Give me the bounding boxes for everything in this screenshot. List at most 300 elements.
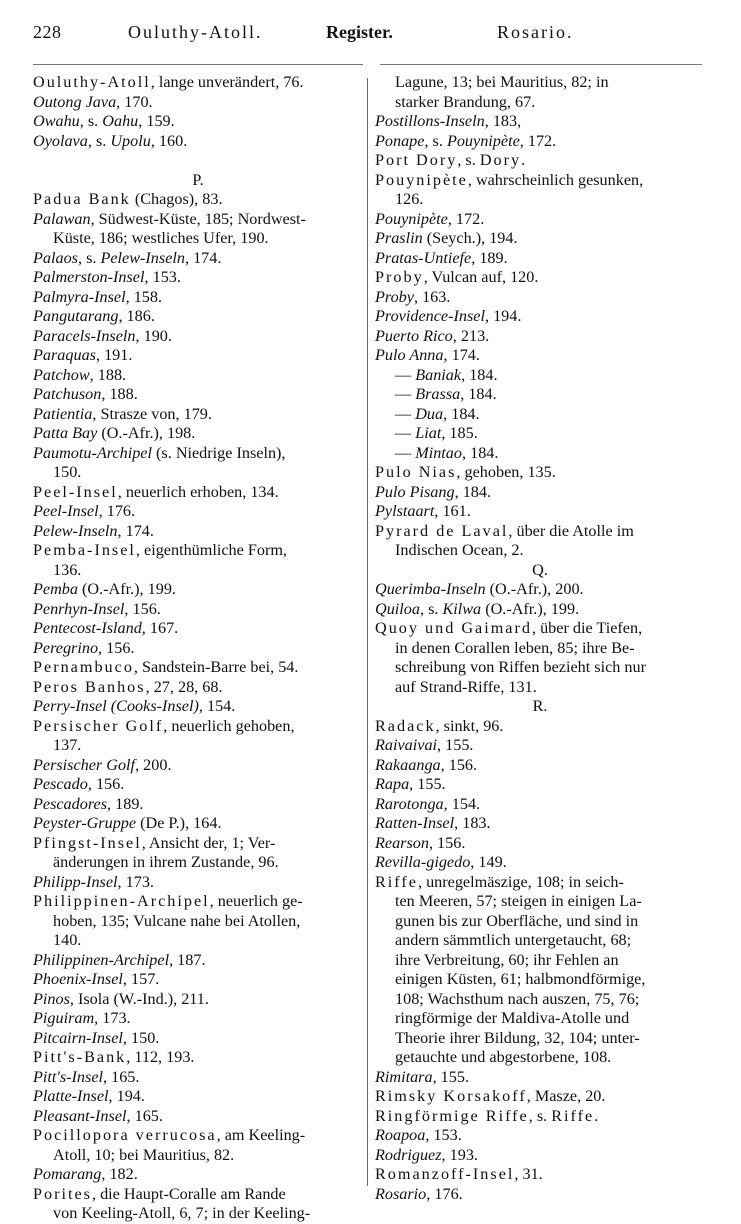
index-continuation (375, 931, 705, 951)
index-text: , s. (77, 248, 101, 267)
index-term: Pitt's-Insel (33, 1067, 103, 1086)
index-entry (375, 249, 705, 269)
index-text: , wahrscheinlich gesunken, (467, 170, 644, 189)
header-rule-left (33, 64, 363, 65)
index-text: , 188. (89, 365, 127, 384)
index-text: , 156. (124, 599, 161, 618)
index-entry (33, 288, 363, 308)
index-continuation (375, 658, 705, 678)
index-continuation (375, 93, 705, 113)
index-entry (33, 1009, 363, 1029)
index-entry (33, 483, 363, 503)
index-term: Patta Bay (33, 424, 98, 442)
index-entry (33, 405, 363, 425)
index-term: Pulo Anna (375, 346, 444, 364)
index-term: Pylstaart (375, 502, 435, 520)
index-text: , 172. (447, 209, 485, 228)
index-text: (O.-Afr.), 198. (97, 424, 196, 442)
index-term: Pomarang (33, 1165, 102, 1183)
index-text: , lange unverändert, 76. (150, 73, 304, 91)
index-entry (33, 1087, 363, 1107)
index-continuation (375, 678, 705, 698)
index-term: Pernambuco (33, 658, 134, 676)
index-continuation (375, 990, 705, 1010)
index-continuation (33, 1204, 363, 1224)
index-entry (33, 190, 363, 210)
index-term: Rarotonga (375, 794, 444, 813)
index-text: , 27, 28, 68. (145, 677, 223, 696)
index-text: , unregelmäszige, 108; in seich- (417, 872, 624, 891)
index-term: Palaos (33, 248, 78, 267)
index-entry (33, 795, 363, 815)
index-entry (33, 658, 363, 678)
index-entry (375, 522, 705, 542)
index-text: , s. (79, 112, 103, 130)
index-text: , 194. (484, 307, 522, 325)
index-text: , eigenthümliche Form, (135, 541, 287, 559)
index-text: , 155. (432, 1067, 469, 1086)
index-text: , 176. (426, 1184, 463, 1203)
index-text: (Chagos), 83. (130, 190, 223, 208)
index-term: Mintao (415, 443, 462, 462)
index-text: , Südwest-Küste, 185; Nordwest- (90, 209, 306, 228)
index-continuation (375, 1048, 705, 1068)
index-entry (375, 1146, 705, 1166)
index-column-right (375, 73, 705, 1204)
index-term: Postillons-Inseln (375, 112, 485, 130)
index-term: Pratas-Untiefe (375, 248, 472, 267)
index-entry (375, 502, 705, 522)
index-entry (33, 1048, 363, 1068)
section-letter: Q. (532, 560, 548, 579)
index-term: Rakaanga (375, 755, 441, 774)
index-text: hoben, 135; Vulcane nahe bei Atollen, (53, 911, 301, 930)
index-entry (33, 1068, 363, 1088)
index-entry: — Liat, 185. (395, 424, 478, 442)
index-term: Ringförmige Riffe (375, 1106, 529, 1125)
index-entry (33, 1107, 363, 1127)
index-text: schreibung von Riffen bezieht sich nur (395, 658, 646, 676)
index-entry (33, 619, 363, 639)
index-term: Providence-Insel (375, 307, 485, 325)
index-text: 108; Wachsthum nach auszen, 75, 76; (395, 989, 640, 1008)
index-text: , 156. (98, 638, 135, 657)
index-entry (375, 775, 705, 795)
index-entry (33, 1029, 363, 1049)
index-continuation (33, 229, 363, 249)
index-text: , 184. (454, 482, 492, 501)
index-entry (33, 970, 363, 990)
index-term: Pentecost-Island (33, 619, 142, 637)
index-text: änderungen in ihrem Zustande, 96. (53, 853, 279, 871)
index-term: Paracels-Inseln (33, 326, 136, 345)
index-entry (375, 853, 705, 873)
index-entry (33, 73, 363, 93)
index-entry (375, 795, 705, 815)
index-entry (33, 346, 363, 366)
index-text: , 173. (94, 1009, 131, 1027)
index-text: , 183. (454, 814, 491, 832)
index-text: auf Strand-Riffe, 131. (395, 677, 537, 696)
index-entry: — Baniak, 184. (395, 365, 498, 384)
index-term: Pescadores (33, 794, 108, 813)
index-term: Ponape (375, 131, 425, 150)
index-term: Rearson (375, 833, 429, 852)
index-term: Pleasant-Insel (33, 1106, 127, 1125)
index-term: Querimba-Inseln (375, 580, 486, 598)
index-text: , 173. (117, 872, 154, 891)
index-term: Perry-Insel (Cooks-Insel) (33, 697, 199, 715)
index-term: Palawan (33, 209, 91, 228)
index-text: , neuerlich gehoben, (163, 716, 295, 735)
index-term: Pouynipète (375, 209, 448, 228)
index-term: Rapa (375, 775, 410, 793)
index-continuation (375, 1009, 705, 1029)
index-text: (s. Niedrige Inseln), (151, 443, 286, 462)
index-term: Pocillopora verrucosa (33, 1126, 217, 1144)
index-text: , 172. (519, 131, 557, 150)
index-entry (375, 1107, 705, 1127)
index-text: , Vulcan auf, 120. (423, 268, 539, 286)
index-text: , 149. (470, 853, 507, 871)
index-text: andern sämmtlich untergetaucht, 68; (395, 931, 632, 949)
index-text: , 184. (443, 404, 480, 423)
index-term: Quoy und Gaimard (375, 619, 532, 637)
cross-reference: Oahu (102, 112, 139, 130)
index-term: Paumotu-Archipel (33, 443, 152, 462)
index-text: , 187. (169, 950, 206, 969)
index-text: , 157. (122, 970, 160, 988)
index-entry (33, 424, 363, 444)
index-entry (375, 1185, 705, 1205)
cross-reference: Riffe (551, 1106, 595, 1125)
index-entry (375, 1165, 705, 1185)
index-continuation (33, 931, 363, 951)
index-text: , 31. (514, 1165, 543, 1183)
index-term: Peel-Insel (33, 502, 99, 520)
index-text: , 213. (452, 326, 490, 345)
index-term: Pyrard de Laval (375, 521, 509, 540)
cross-reference: Kilwa (442, 599, 482, 618)
index-text: , 158. (125, 287, 163, 306)
index-text: 150. (53, 463, 82, 481)
column-divider (367, 78, 368, 1186)
index-entry (33, 1126, 363, 1146)
index-text: , die Haupt-Coralle am Rande (91, 1184, 286, 1203)
index-term: Peregrino (33, 638, 99, 657)
index-entry: — Mintao, 184. (395, 443, 499, 462)
index-term: Roapoa (375, 1126, 426, 1144)
index-text: , 184. (462, 443, 499, 462)
index-term: Philippinen-Archipel (33, 950, 170, 969)
index-entry (375, 834, 705, 854)
index-entry (375, 756, 705, 776)
index-continuation (375, 190, 705, 210)
index-term: Revilla-gigedo (375, 853, 471, 871)
index-text: , 154. (443, 794, 481, 813)
index-term: Patientia (33, 404, 93, 423)
index-text: , am Keeling- (216, 1126, 306, 1144)
index-text: . (594, 1106, 599, 1125)
index-text: , neuerlich ge- (209, 892, 303, 910)
index-entry (33, 502, 363, 522)
index-term: Ouluthy-Atoll (33, 73, 151, 91)
index-term: Pulo Nias (375, 463, 457, 481)
index-entry (33, 678, 363, 698)
cross-reference: Dory (479, 151, 522, 169)
index-text: , 155. (409, 775, 446, 793)
index-term: Pangutarang (33, 307, 119, 325)
index-term: Phoenix-Insel (33, 970, 123, 988)
index-text: , 190. (135, 326, 172, 345)
index-continuation (375, 639, 705, 659)
index-text: , Ansicht der, 1; Ver- (141, 833, 276, 852)
index-entry (375, 717, 705, 737)
index-text: , 165. (126, 1106, 163, 1125)
index-text: , 155. (437, 736, 474, 754)
index-continuation (375, 892, 705, 912)
index-entry (33, 112, 363, 132)
index-entry (33, 1165, 363, 1185)
cross-reference: Pelew-Inseln (100, 248, 185, 267)
index-text: , 182. (101, 1165, 138, 1183)
index-term: Liat (415, 424, 442, 442)
index-continuation (375, 970, 705, 990)
index-term: Proby (375, 268, 424, 286)
index-text: getauchte und abgestorbene, 108. (395, 1048, 612, 1066)
index-entry (375, 171, 705, 191)
index-continuation (33, 853, 363, 873)
index-continuation (33, 736, 363, 756)
cross-reference: Pouynipète (446, 131, 520, 150)
index-text: , 153. (144, 268, 181, 286)
index-text: ten Meeren, 57; steigen in einigen La- (395, 892, 642, 910)
index-text: (Seych.), 194. (422, 229, 518, 247)
index-term: Pouynipète (375, 170, 468, 189)
index-text: , Strasze von, 179. (92, 404, 212, 423)
index-entry (33, 444, 363, 464)
index-text: , Isola (W.-Ind.), 211. (69, 989, 209, 1008)
index-text: Indischen Ocean, 2. (395, 541, 524, 559)
index-term: Philippinen-Archipel (33, 892, 210, 910)
index-text: , über die Tiefen, (531, 619, 643, 637)
index-entry (33, 697, 363, 717)
index-text: , 153. (425, 1126, 462, 1144)
index-text: , 163. (413, 287, 451, 306)
index-entry (33, 814, 363, 834)
index-text: einigen Küsten, 61; halbmondförmige, (395, 970, 646, 988)
index-text: Theorie ihrer Bildung, 32, 104; unter- (395, 1028, 640, 1047)
index-term: Ratten-Insel (375, 814, 455, 832)
index-entry (375, 229, 705, 249)
index-entry (375, 327, 705, 347)
index-entry (33, 307, 363, 327)
index-text: 140. (53, 931, 82, 949)
index-text: , 170. (116, 92, 153, 111)
index-text: , 189. (107, 794, 144, 813)
index-term: Rimsky Korsakoff (375, 1087, 527, 1105)
running-head-left: Ouluthy-Atoll. (128, 22, 263, 42)
index-term: Dua (415, 404, 444, 423)
index-text: , 184. (460, 385, 497, 403)
index-term: Patchuson (33, 385, 102, 403)
index-entry (375, 600, 705, 620)
index-term: Romanzoff-Insel (375, 1165, 515, 1183)
index-continuation (375, 912, 705, 932)
index-term: Pfingst-Insel (33, 833, 142, 852)
index-term: Proby (375, 287, 414, 306)
index-term: Brassa (415, 385, 461, 403)
index-entry (33, 327, 363, 347)
index-term: Rosario (375, 1184, 427, 1203)
index-text: , 174. (443, 346, 480, 364)
index-term: Pemba (33, 580, 78, 598)
index-text: , 165. (103, 1067, 140, 1086)
index-entry (33, 892, 363, 912)
index-term: Rimitara (375, 1067, 433, 1086)
index-text: 137. (53, 736, 82, 754)
index-entry (375, 288, 705, 308)
index-text: , Sandstein-Barre bei, 54. (133, 658, 299, 676)
index-entry (33, 639, 363, 659)
index-term: Radack (375, 716, 436, 735)
index-text: , 186. (118, 307, 155, 325)
index-text: , s. (424, 131, 447, 150)
index-term: Persischer Golf (33, 716, 164, 735)
index-entry (33, 951, 363, 971)
index-text: , 156. (87, 775, 125, 793)
index-term: Praslin (375, 229, 423, 247)
index-text: , 194. (108, 1087, 145, 1105)
index-entry (375, 268, 705, 288)
index-term: Peel-Insel (33, 482, 118, 501)
index-continuation (33, 1146, 363, 1166)
index-text: , s. (87, 131, 111, 150)
index-text: , 191. (95, 346, 133, 364)
index-text: , 184. (461, 365, 498, 384)
index-text: 126. (395, 190, 424, 208)
section-letter: R. (532, 697, 548, 715)
index-text: , sinkt, 96. (435, 716, 504, 735)
index-continuation (33, 912, 363, 932)
index-term: Philipp-Insel (33, 872, 118, 891)
index-term: Platte-Insel (33, 1087, 109, 1105)
index-entry (33, 717, 363, 737)
index-text: (O.-Afr.), 200. (485, 580, 584, 598)
index-entry (375, 132, 705, 152)
index-term: Porites (33, 1184, 92, 1203)
index-term: Paraquas (33, 346, 96, 364)
index-text: starker Brandung, 67. (395, 92, 536, 111)
index-continuation (33, 463, 363, 483)
index-text: , über die Atolle im (508, 521, 634, 540)
index-text: (O.-Afr.), 199. (481, 599, 580, 618)
index-text: , gehoben, 135. (456, 463, 556, 481)
index-text: , 156. (440, 755, 478, 774)
index-text: , 183, (484, 112, 522, 130)
index-term: Riffe (375, 872, 418, 891)
index-text: , neuerlich erhoben, 134. (117, 482, 279, 501)
index-entry (33, 873, 363, 893)
index-text: , 174. (117, 521, 154, 540)
index-entry (33, 775, 363, 795)
index-term: Penrhyn-Insel (33, 599, 125, 618)
index-text: , Masze, 20. (526, 1087, 606, 1105)
index-text: Atoll, 10; bei Mauritius, 82. (53, 1145, 235, 1164)
index-text: , 159. (138, 112, 175, 130)
index-term: Patchow (33, 365, 90, 384)
index-entry (375, 463, 705, 483)
index-text: , 193. (441, 1145, 478, 1164)
index-entry (33, 210, 363, 230)
index-entry (375, 619, 705, 639)
index-term: Raivaivai (375, 736, 438, 754)
index-entry (33, 580, 363, 600)
index-term: Pitt's-Bank (33, 1048, 127, 1066)
index-term: Pulo Pisang (375, 482, 455, 501)
index-text: , 160. (150, 131, 188, 150)
index-entry (33, 600, 363, 620)
index-term: Baniak (415, 365, 462, 384)
running-head-center: Register. (326, 22, 393, 42)
index-text: , 167. (141, 619, 179, 637)
index-entry (375, 151, 705, 171)
index-text: , 112, 193. (126, 1048, 195, 1066)
index-text: , 174. (184, 248, 222, 267)
index-entry (33, 132, 363, 152)
index-text: , 156. (428, 833, 466, 852)
index-entry (375, 873, 705, 893)
index-term: Port Dory (375, 151, 458, 169)
index-continuation (375, 951, 705, 971)
index-entry (33, 385, 363, 405)
index-text: gunen bis zur Oberfläche, und sind in (395, 911, 639, 930)
index-text: , 189. (471, 248, 508, 267)
index-text: , 176. (98, 502, 136, 520)
index-entry: — Dua, 184. (395, 404, 480, 423)
index-term: Pitcairn-Insel (33, 1028, 123, 1047)
index-text: , 161. (434, 502, 471, 520)
index-text: , 150. (122, 1028, 160, 1047)
index-entry (33, 756, 363, 776)
index-text: in denen Corallen leben, 85; ihre Be- (395, 638, 635, 657)
index-continuation (375, 73, 705, 93)
index-entry (375, 1126, 705, 1146)
index-entry (33, 249, 363, 269)
index-text: , 185. (441, 424, 478, 442)
index-term: Persischer Golf (33, 755, 136, 774)
index-column-left (33, 73, 363, 1224)
index-term: Peyster-Gruppe (33, 814, 137, 832)
index-term: Pemba-Insel (33, 541, 136, 559)
index-term: Padua Bank (33, 190, 131, 208)
index-term: Owahu (33, 112, 80, 130)
index-entry (375, 736, 705, 756)
index-entry (33, 834, 363, 854)
index-text: Lagune, 13; bei Mauritius, 82; in (395, 73, 609, 91)
index-entry (33, 268, 363, 288)
page-header (0, 0, 741, 56)
index-term: Peros Banhos (33, 677, 146, 696)
index-entry (33, 541, 363, 561)
index-entry (375, 483, 705, 503)
index-term: Pelew-Inseln (33, 521, 118, 540)
index-text: (De P.), 164. (136, 814, 222, 832)
running-head-right: Rosario. (497, 22, 574, 42)
page-number: 228 (33, 22, 62, 42)
index-text: Küste, 186; westliches Ufer, 190. (53, 229, 269, 247)
index-term: Rodriguez (375, 1145, 442, 1164)
